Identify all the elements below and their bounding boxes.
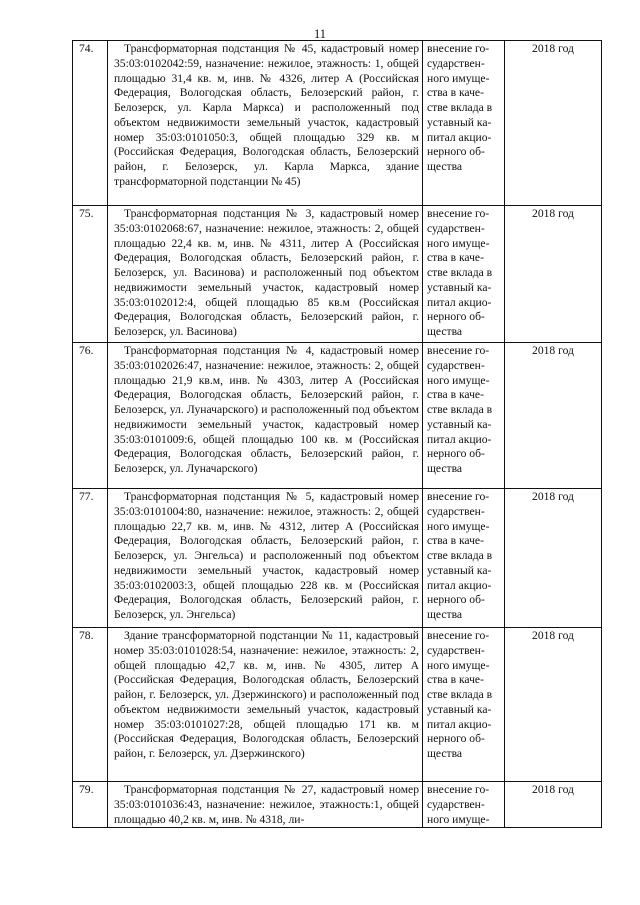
reason-line: внесение го- bbox=[427, 629, 490, 642]
transfer-reason bbox=[423, 782, 505, 828]
property-table bbox=[72, 40, 602, 828]
reason-line: нерного об- bbox=[427, 593, 485, 607]
transfer-year: 2018 год bbox=[505, 41, 602, 206]
property-description: Трансформаторная подстанция № 45, кадастровый номер 35:03:0102042:59, назначение: нежилое, этажность: 1, общей площадью 31,4 кв. м, инв. № 4326, литер А (Российская Федерация, Вологодская область, Белозерский район, г. Белозерск, ул. Карла Маркса) и расположенный под объектом недвижимости земельный участок, кадастровый номер 35:03:0101050:3, общей площадью 329 кв. м (Российская Федерация, Вологодская область, Белозерский район, г. Белозерск, ул. Карла Маркса, здание трансформаторной подстанции № 45) bbox=[108, 41, 423, 206]
reason-line: внесение го- bbox=[427, 490, 490, 503]
reason-line: ства в каче- bbox=[427, 388, 484, 402]
reason-line: сударствен- bbox=[427, 221, 485, 235]
transfer-year: 2018 год bbox=[505, 206, 602, 343]
reason-line: ного имуще- bbox=[427, 812, 490, 826]
transfer-reason bbox=[423, 343, 505, 489]
reason-line: сударствен- bbox=[427, 504, 485, 518]
table-body bbox=[73, 41, 602, 828]
row-number: 76. bbox=[73, 343, 108, 489]
reason-line: питал акцио- bbox=[427, 130, 492, 144]
reason-line: сударствен- bbox=[427, 56, 485, 70]
reason-line: уставный ка- bbox=[427, 280, 492, 294]
table-row bbox=[73, 343, 602, 489]
reason-line: стве вклада в bbox=[427, 688, 493, 701]
reason-line: сударствен- bbox=[427, 643, 485, 657]
reason-line: нерного об- bbox=[427, 310, 485, 324]
reason-line: ства в каче- bbox=[427, 86, 484, 100]
row-number: 74. bbox=[73, 41, 108, 206]
reason-line: ного имуще- bbox=[427, 519, 490, 533]
reason-line: ства в каче- bbox=[427, 673, 484, 687]
transfer-reason bbox=[423, 628, 505, 782]
transfer-year: 2018 год bbox=[505, 628, 602, 782]
reason-line: внесение го- bbox=[427, 207, 490, 220]
table-row bbox=[73, 628, 602, 782]
reason-line: внесение го- bbox=[427, 344, 490, 357]
property-description: Трансформаторная подстанция № 4, кадастровый номер 35:03:0102026:47, назначение: нежилое, этажность: 2, общей площадью 21,9 кв.м, инв. № 4303, литер А (Российская Федерация, Вологодская область, Белозерский район, г. Белозерск, ул. Луначарского) и расположенный под объектом недвижимости земельный участок, кадастровый номер 35:03:0101009:6, общей площадью 100 кв. м (Российская Федерация, Вологодская область, Белозерский район, г. Белозерск, ул. Луначарского) bbox=[108, 343, 423, 489]
property-description: Трансформаторная подстанция № 5, кадастровый номер 35:03:0101004:80, назначение: нежилое, этажность: 2, общей площадью 22,7 кв. м, инв. № 4312, литер А (Российская Федерация, Вологодская область, Белозерский район, г. Белозерск, ул. Энгельса) и расположенный под объектом недвижимости земельный участок, кадастровый номер 35:03:0102003:3, общей площадью 228 кв. м (Российская Федерация, Вологодская область, Белозерский район, г. Белозерск, ул. Энгельса) bbox=[108, 489, 423, 628]
reason-line: сударствен- bbox=[427, 797, 485, 811]
row-number: 75. bbox=[73, 206, 108, 343]
reason-line: внесение го- bbox=[427, 42, 490, 55]
property-description: Трансформаторная подстанция № 3, кадастровый номер 35:03:0102068:67, назначение: нежилое, этажность: 2, общей площадью 22,4 кв. м, инв. № 4311, литер А (Российская Федерация, Вологодская область, Белозерский район, г. Белозерск, ул. Васинова) и расположенный под объектом недвижимости земельный участок, кадастровый номер 35:03:0102012:4, общей площадью 85 кв.м (Российская Федерация, Вологодская область, Белозерский район, г. Белозерск, ул. Васинова) bbox=[108, 206, 423, 343]
reason-line: уставный ка- bbox=[427, 115, 492, 129]
transfer-year: 2018 год bbox=[505, 782, 602, 828]
reason-line: ства в каче- bbox=[427, 251, 484, 265]
reason-line: щества bbox=[427, 325, 463, 338]
reason-line: ства в каче- bbox=[427, 534, 484, 548]
reason-line: стве вклада в bbox=[427, 101, 493, 114]
reason-line: ного имуще- bbox=[427, 236, 490, 250]
transfer-reason bbox=[423, 41, 505, 206]
row-number: 78. bbox=[73, 628, 108, 782]
reason-line: питал акцио- bbox=[427, 717, 492, 731]
table-row bbox=[73, 206, 602, 343]
reason-line: питал акцио- bbox=[427, 432, 492, 446]
reason-line: внесение го- bbox=[427, 783, 490, 796]
reason-line: ного имуще- bbox=[427, 373, 490, 387]
row-number: 77. bbox=[73, 489, 108, 628]
reason-line: щества bbox=[427, 608, 463, 621]
reason-line: стве вклада в bbox=[427, 266, 493, 279]
reason-line: нерного об- bbox=[427, 145, 485, 159]
reason-line: щества bbox=[427, 160, 463, 173]
reason-line: стве вклада в bbox=[427, 549, 493, 562]
reason-line: ного имуще- bbox=[427, 71, 490, 85]
reason-line: нерного об- bbox=[427, 732, 485, 746]
reason-line: щества bbox=[427, 462, 463, 475]
row-number: 79. bbox=[73, 782, 108, 828]
reason-line: уставный ка- bbox=[427, 417, 492, 431]
transfer-year: 2018 год bbox=[505, 343, 602, 489]
table-row bbox=[73, 41, 602, 206]
page-number: 11 bbox=[313, 27, 327, 41]
transfer-year: 2018 год bbox=[505, 489, 602, 628]
property-description: Трансформаторная подстанция № 27, кадастровый номер 35:03:0101036:43, назначение: нежилое, этажность:1, общей площадью 40,2 кв. м, инв. № 4318, ли- bbox=[108, 782, 423, 828]
reason-line: уставный ка- bbox=[427, 563, 492, 577]
reason-line: стве вклада в bbox=[427, 403, 493, 416]
property-description: Здание трансформаторной подстанции № 11, кадастровый номер 35:03:0101028:54, назначение: нежилое, этажность: 2, общей площадью 42,7 кв. м, инв. № 4305, литер А (Российская Федерация, Вологодская область, Белозерский район, г. Белозерск, ул. Дзержинского) и расположенный под объектом недвижимости земельный участок, кадастровый номер 35:03:0101027:28, общей площадью 171 кв. м (Российская Федерация, Вологодская область, Белозерский район, г. Белозерск, ул. Дзержинского) bbox=[108, 628, 423, 782]
reason-line: питал акцио- bbox=[427, 295, 492, 309]
reason-line: нерного об- bbox=[427, 447, 485, 461]
transfer-reason bbox=[423, 489, 505, 628]
reason-line: сударствен- bbox=[427, 358, 485, 372]
table-row bbox=[73, 489, 602, 628]
reason-line: уставный ка- bbox=[427, 702, 492, 716]
reason-line: ного имуще- bbox=[427, 658, 490, 672]
table-row bbox=[73, 782, 602, 828]
reason-line: щества bbox=[427, 747, 463, 760]
reason-line: питал акцио- bbox=[427, 578, 492, 592]
transfer-reason bbox=[423, 206, 505, 343]
